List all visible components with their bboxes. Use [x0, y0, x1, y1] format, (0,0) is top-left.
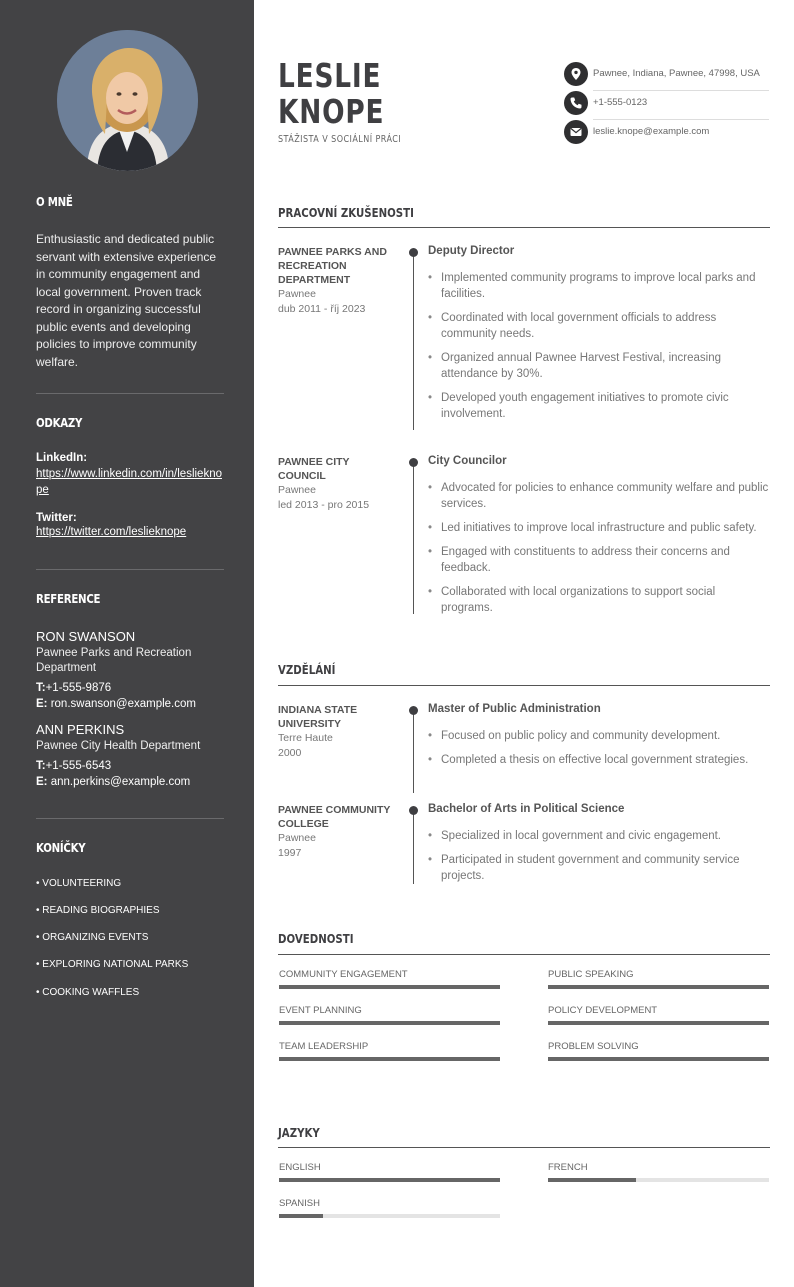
language-bar-fill — [279, 1214, 323, 1218]
entry-location: Terre Haute — [278, 732, 333, 744]
contact-email — [564, 120, 769, 149]
linkedin-link[interactable]: https://www.linkedin.com/in/leslieknope — [36, 468, 222, 496]
language-bar-fill — [548, 1178, 636, 1182]
skill-bar — [548, 1021, 769, 1025]
about-text: Enthusiastic and dedicated public servant with extensive experience in community engagement and local government. Proven track record in organizing successful public events and developing policies to improve community welfare. — [36, 232, 217, 369]
entry-location: Pawnee — [278, 484, 316, 496]
bullet-item: • Focused on public policy and community development. — [428, 728, 770, 744]
entry-location: Pawnee — [278, 288, 316, 300]
entry-org: PAWNEE CITY COUNCIL Pawnee led 2013 - pro 2015 — [278, 455, 398, 512]
divider — [36, 393, 224, 394]
language-item — [548, 1162, 769, 1173]
entry-role: City Councilor — [428, 455, 507, 467]
skill-bar-fill — [279, 1021, 500, 1025]
skill-label: POLICY DEVELOPMENT — [548, 1005, 658, 1016]
envelope-icon — [564, 120, 588, 144]
entry-bullets — [428, 480, 770, 624]
language-item — [279, 1162, 500, 1173]
section-rule — [278, 1147, 770, 1148]
entry-role: Deputy Director — [428, 245, 515, 257]
linkedin-label: LinkedIn: — [36, 452, 88, 464]
reference-org: Pawnee City Health Department — [36, 740, 201, 752]
twitter-link[interactable]: https://twitter.com/leslieknope — [36, 526, 187, 538]
skill-bar-fill — [279, 985, 500, 989]
language-label: ENGLISH — [279, 1162, 321, 1173]
reference-name: RON SWANSON — [36, 629, 136, 644]
links-title: ODKAZY — [36, 416, 83, 430]
phone-icon — [564, 91, 588, 115]
contact-phone — [564, 91, 769, 120]
skill-item — [279, 1041, 500, 1052]
skill-label: EVENT PLANNING — [279, 1005, 362, 1016]
timeline-dot — [409, 248, 418, 257]
hobby-item: • READING BIOGRAPHIES — [36, 905, 160, 916]
skill-label: TEAM LEADERSHIP — [279, 1041, 369, 1052]
contact-phone-text: +1-555-0123 — [593, 97, 648, 108]
bullet-item: • Coordinated with local government officials to address community needs. — [428, 310, 770, 342]
skill-label: PUBLIC SPEAKING — [548, 969, 634, 980]
education-entry — [278, 703, 770, 793]
hobby-item: • ORGANIZING EVENTS — [36, 932, 149, 943]
reference-org: Pawnee Parks and Recreation Department — [36, 647, 192, 674]
divider — [36, 818, 224, 819]
about-section — [36, 195, 224, 371]
reference-item — [36, 722, 224, 790]
references-section — [36, 592, 224, 790]
about-title: O MNĚ — [36, 195, 73, 209]
section-rule — [278, 685, 770, 686]
skill-item — [548, 1041, 769, 1052]
experience-title: PRACOVNÍ ZKUŠENOSTI — [278, 206, 414, 220]
skill-bar — [548, 1057, 769, 1061]
skill-bar-fill — [548, 1021, 769, 1025]
links-section — [36, 416, 224, 540]
reference-name: ANN PERKINS — [36, 722, 125, 737]
hobby-item: • VOLUNTEERING — [36, 878, 122, 889]
experience-entry — [278, 455, 770, 625]
references-title: REFERENCE — [36, 592, 101, 606]
education-title: VZDĚLÁNÍ — [278, 663, 336, 677]
entry-org: PAWNEE PARKS AND RECREATION DEPARTMENT Pawnee dub 2011 - říj 2023 — [278, 245, 398, 316]
skill-bar — [279, 985, 500, 989]
reference-item — [36, 629, 224, 712]
skill-item — [279, 1005, 500, 1016]
experience-entry — [278, 245, 770, 445]
bullet-item: • Participated in student government and community service projects. — [428, 852, 770, 884]
language-bar — [279, 1178, 500, 1182]
hobby-item: • COOKING WAFFLES — [36, 987, 140, 998]
entry-org: INDIANA STATE UNIVERSITY Terre Haute 2000 — [278, 703, 398, 760]
skill-bar — [279, 1057, 500, 1061]
entry-role: Master of Public Administration — [428, 703, 601, 715]
skill-bar — [279, 1021, 500, 1025]
language-item — [279, 1198, 500, 1209]
entry-location: Pawnee — [278, 832, 316, 844]
candidate-name: LESLIE KNOPE — [278, 56, 385, 131]
education-entry — [278, 803, 770, 888]
languages-title: JAZYKY — [278, 1126, 320, 1140]
entry-dates: 1997 — [278, 846, 302, 859]
entry-bullets — [428, 728, 770, 776]
bullet-item: • Advocated for policies to enhance community welfare and public services. — [428, 480, 770, 512]
entry-org: PAWNEE COMMUNITY COLLEGE Pawnee 1997 — [278, 803, 398, 860]
bullet-item: • Completed a thesis on effective local government strategies. — [428, 752, 770, 768]
skill-bar — [548, 985, 769, 989]
timeline-line — [413, 462, 414, 614]
contact-address — [564, 62, 769, 91]
entry-dates: led 2013 - pro 2015 — [278, 498, 370, 511]
bullet-item: • Collaborated with local organizations to support social programs. — [428, 584, 770, 616]
bullet-item: • Engaged with constituents to address their concerns and feedback. — [428, 544, 770, 576]
reference-email: E: ann.perkins@example.com — [36, 776, 191, 788]
language-bar-fill — [279, 1178, 500, 1182]
skill-item — [548, 969, 769, 980]
timeline-line — [413, 252, 414, 430]
hobby-item: • EXPLORING NATIONAL PARKS — [36, 959, 189, 970]
reference-email: E: ron.swanson@example.com — [36, 698, 196, 710]
skill-bar-fill — [548, 1057, 769, 1061]
bullet-item: • Organized annual Pawnee Harvest Festival, increasing attendance by 30%. — [428, 350, 770, 382]
reference-phone: T:+1-555-6543 — [36, 760, 112, 772]
hobbies-title: KONÍČKY — [36, 841, 86, 855]
hobbies-section — [36, 841, 224, 1011]
bullet-item: • Developed youth engagement initiatives to promote civic involvement. — [428, 390, 770, 422]
timeline-line — [413, 810, 414, 884]
bullet-item: • Led initiatives to improve local infrastructure and public safety. — [428, 520, 770, 536]
reference-phone: T:+1-555-9876 — [36, 682, 112, 694]
contact-email-text: leslie.knope@example.com — [593, 126, 710, 137]
contact-address-text: Pawnee, Indiana, Pawnee, 47998, USA — [593, 68, 760, 79]
timeline-dot — [409, 458, 418, 467]
skill-label: COMMUNITY ENGAGEMENT — [279, 969, 408, 980]
job-title: STÁŽISTA V SOCIÁLNÍ PRÁCI — [278, 134, 402, 145]
timeline-dot — [409, 806, 418, 815]
entry-role: Bachelor of Arts in Political Science — [428, 803, 625, 815]
location-pin-icon — [564, 62, 588, 86]
divider — [36, 569, 224, 570]
skill-item — [548, 1005, 769, 1016]
skill-bar-fill — [279, 1057, 500, 1061]
twitter-label: Twitter: — [36, 512, 77, 524]
entry-bullets — [428, 270, 770, 430]
timeline-dot — [409, 706, 418, 715]
skill-label: PROBLEM SOLVING — [548, 1041, 639, 1052]
entry-bullets — [428, 828, 770, 892]
section-rule — [278, 954, 770, 955]
skills-title: DOVEDNOSTI — [278, 932, 354, 946]
section-rule — [278, 227, 770, 228]
bullet-item: • Specialized in local government and civic engagement. — [428, 828, 770, 844]
entry-dates: 2000 — [278, 746, 302, 759]
skill-item — [279, 969, 500, 980]
language-label: FRENCH — [548, 1162, 588, 1173]
sidebar — [0, 0, 254, 1287]
bullet-item: • Implemented community programs to improve local parks and facilities. — [428, 270, 770, 302]
entry-dates: dub 2011 - říj 2023 — [278, 302, 366, 315]
timeline-line — [413, 710, 414, 793]
language-bar — [548, 1178, 769, 1182]
skill-bar-fill — [548, 985, 769, 989]
profile-photo — [57, 30, 198, 171]
language-bar — [279, 1214, 500, 1218]
language-label: SPANISH — [279, 1198, 321, 1209]
